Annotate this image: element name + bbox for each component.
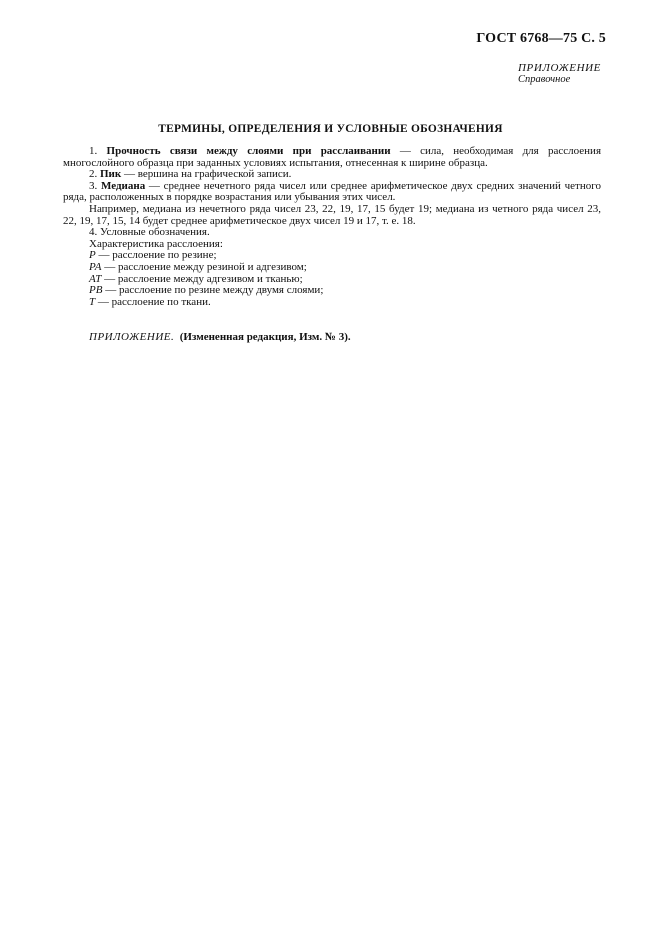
definition-text: — сила, необходимая для расслоения многослойного образца при заданных условиях испытания, отнесенная к ширине образца.: [63, 145, 601, 169]
section-title: ТЕРМИНЫ, ОПРЕДЕЛЕНИЯ И УСЛОВНЫЕ ОБОЗНАЧЕНИЯ: [158, 123, 503, 135]
definition-text: — вершина на графической записи.: [121, 168, 292, 181]
term: Медиана: [100, 179, 146, 192]
term: Пик: [100, 168, 122, 181]
item-number: 3.: [89, 179, 98, 192]
appendix-type: Справочное: [518, 74, 571, 85]
symbol-code: Р: [89, 249, 96, 262]
median-example: Например, медиана из нечетного ряда чисел 23, 22, 19, 17, 15 будет 19; медиана из четного ряда чисел 23, 22, 19, 17, 15, 14 будет среднее арифметическое двух чисел 19 и 17, т. е. 18.: [63, 202, 601, 227]
definition-item-1: [63, 146, 601, 169]
amendment-note: [89, 331, 351, 343]
definition-text: — среднее нечетного ряда чисел или среднее арифметическое двух средних значений четного ряда, расположенных в порядке возрастания или убывания этих чисел.: [63, 179, 601, 204]
symbol-description: — расслоение между резиной и адгезивом;: [101, 260, 307, 273]
document-code-header: ГОСТ 6768—75 С. 5: [476, 31, 606, 46]
appendix-label-block: [518, 62, 601, 86]
symbol-code: АТ: [89, 272, 102, 285]
symbol-description: — расслоение по резине;: [95, 249, 217, 262]
symbol-code: РВ: [89, 284, 103, 297]
amendment-text: (Измененная редакция, Изм. № 3).: [179, 331, 351, 343]
symbol-description: — расслоение по ткани.: [95, 295, 211, 308]
item-number: 2.: [89, 168, 98, 181]
symbol-code: РА: [89, 260, 102, 273]
document-body: [63, 146, 601, 308]
symbols-heading: 4. Условные обозначения.: [89, 226, 210, 239]
symbol-code: Т: [89, 295, 96, 308]
term: Прочность связи между слоями при расслаивании: [106, 145, 391, 157]
amendment-label: ПРИЛОЖЕНИЕ.: [89, 331, 175, 343]
symbol-row: [63, 297, 601, 309]
item-number: 1.: [89, 145, 98, 157]
definition-item-3: [63, 181, 601, 204]
appendix-label: ПРИЛОЖЕНИЕ: [518, 62, 601, 74]
symbol-description: — расслоение по резине между двумя слоями;: [102, 284, 324, 297]
symbols-subheading: Характеристика расслоения:: [89, 237, 223, 250]
symbol-description: — расслоение между адгезивом и тканью;: [101, 272, 303, 285]
